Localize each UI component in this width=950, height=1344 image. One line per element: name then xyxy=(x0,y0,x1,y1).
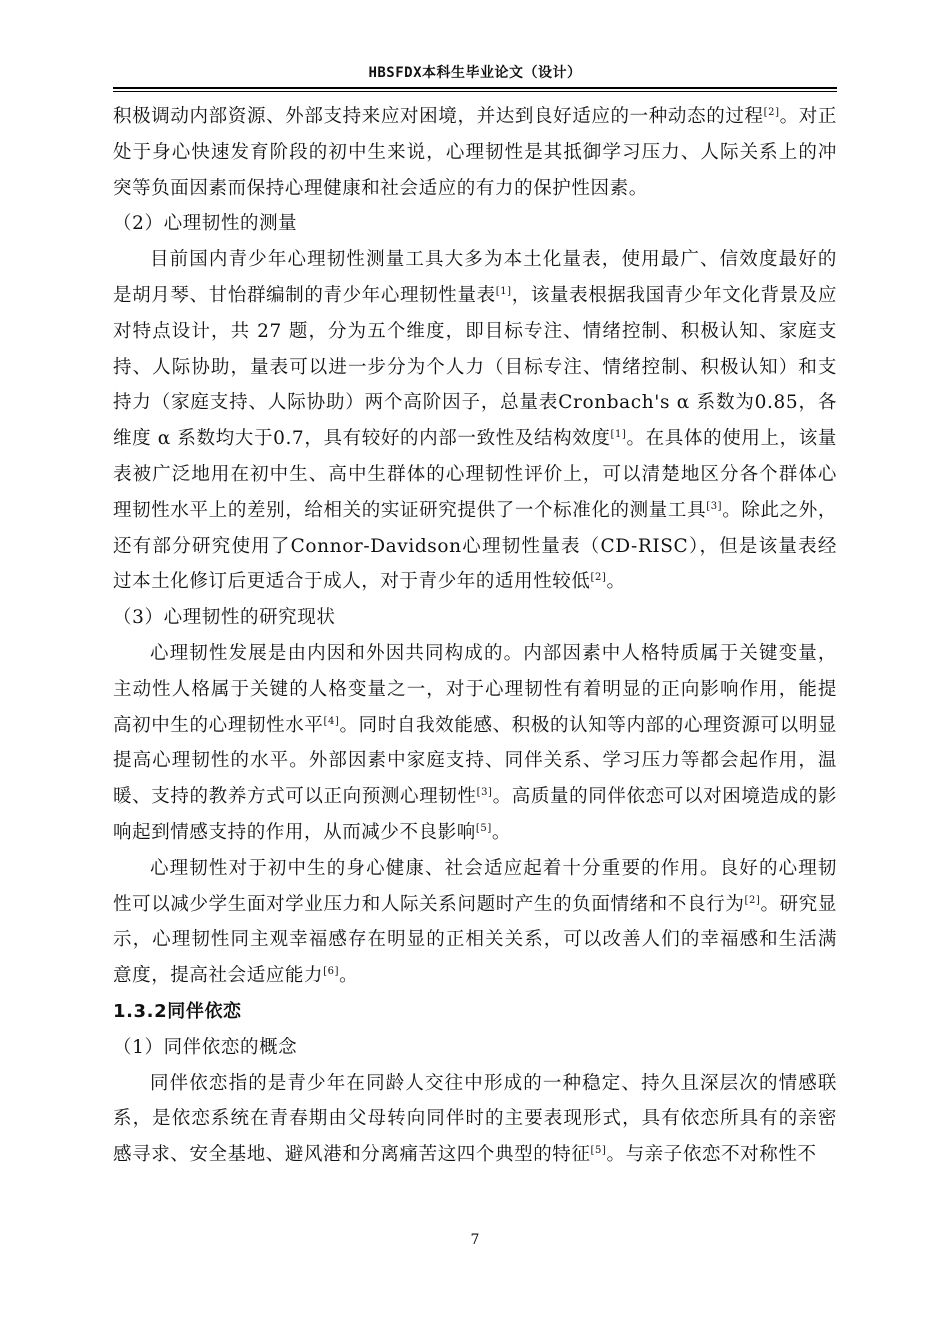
text-run: 心理韧性对于初中生的身心健康、社会适应起着十分重要的作用。良好的心理韧性可以减少学生面对学业压力和人际关系问题时产生的负面情绪和不良行为 xyxy=(113,857,837,915)
header-rule xyxy=(113,87,837,92)
subsection-heading: （1）同伴依恋的概念 xyxy=(113,1036,298,1058)
paragraph xyxy=(113,636,837,851)
text-run: 。研究显示，心理韧性同主观幸福感存在明显的正相关关系，可以改善人们的幸福感和生活满意度，提高社会适应能力 xyxy=(113,893,837,987)
text-run: 同伴依恋指的是青少年在同龄人交往中形成的一种稳定、持久且深层次的情感联系，是依恋系统在青春期由父母转向同伴时的主要表现形式，具有依恋所具有的亲密感寻求、安全基地、避风港和分离痛苦这四个典型的特征 xyxy=(113,1072,837,1166)
paragraph xyxy=(113,242,837,600)
text-run: 。在具体的使用上，该量表被广泛地用在初中生、高中生群体的心理韧性评价上，可以清楚地区分各个群体心理韧性水平上的差别，给相关的实证研究提供了一个标准化的测量工具 xyxy=(113,428,838,521)
text-run: ，该量表根据我国青少年文化背景及应对特点设计，共 27 题，分为五个维度，即目标专注、情绪控制、积极认知、家庭支持、人际协助，量表可以进一步分为个人力（目标专注、情绪控制、积极认知）和支持力（家庭支持、人际协助）两个高阶因子，总量表Cronbach's α 系数为0.85，各维度 α 系数均大于0.7，具有较好的内部一致性及结构效度 xyxy=(113,284,837,450)
section-heading: 1.3.2同伴依恋 xyxy=(113,1000,242,1022)
citation: [5] xyxy=(590,1145,607,1157)
text-run: 。高质量的同伴依恋可以对困境造成的影响起到情感支持的作用，从而减少不良影响 xyxy=(113,786,837,843)
citation: [1] xyxy=(495,285,512,297)
running-header: HBSFDX本科生毕业论文（设计） xyxy=(368,65,582,81)
citation: [6] xyxy=(323,966,340,978)
paragraph xyxy=(113,99,837,206)
citation: [5] xyxy=(475,822,492,834)
citation: [2] xyxy=(744,894,761,906)
text-run: 。 xyxy=(339,965,359,987)
text-run: 。 xyxy=(606,571,626,593)
text-run: 。对正处于身心快速发育阶段的初中生来说，心理韧性是其抵御学习压力、人际关系上的冲突等负面因素而保持心理健康和社会适应的有力的保护性因素。 xyxy=(113,106,837,199)
text-run: 心理韧性发展是由内因和外因共同构成的。内部因素中人格特质属于关键变量，主动性人格属于关键的人格变量之一，对于心理韧性有着明显的正向影响作用，能提高初中生的心理韧性水平 xyxy=(113,642,837,736)
page-number: 7 xyxy=(470,1232,480,1248)
text-run: 。同时自我效能感、积极的认知等内部的心理资源可以明显提高心理韧性的水平。外部因素中家庭支持、同伴关系、学习压力等都会起作用，温暖、支持的教养方式可以正向预测心理韧性 xyxy=(113,714,837,808)
citation: [3] xyxy=(706,500,723,512)
paragraph xyxy=(113,1066,837,1173)
citation: [4] xyxy=(323,715,340,727)
citation: [1] xyxy=(610,429,627,441)
text-run: 积极调动内部资源、外部支持来应对困境，并达到良好适应的一种动态的过程 xyxy=(113,106,764,127)
subsection-heading: （2）心理韧性的测量 xyxy=(113,213,298,235)
text-run: 。 xyxy=(491,821,511,843)
body-text xyxy=(113,99,837,1173)
citation: [2] xyxy=(763,107,780,118)
text-run: 。与亲子依恋不对称性不 xyxy=(606,1144,817,1166)
citation: [3] xyxy=(476,787,493,799)
subsection-heading: （3）心理韧性的研究现状 xyxy=(113,607,336,629)
text-run: 。除此之外，还有部分研究使用了Connor-Davidson心理韧性量表（CD-RISC），但是该量表经过本土化修订后更适合于成人，对于青少年的适用性较低 xyxy=(113,499,837,593)
text-run: 目前国内青少年心理韧性测量工具大多为本土化量表，使用最广、信效度最好的是胡月琴、甘怡群编制的青少年心理韧性量表 xyxy=(113,249,837,306)
citation: [2] xyxy=(590,572,607,584)
paragraph xyxy=(113,851,837,994)
